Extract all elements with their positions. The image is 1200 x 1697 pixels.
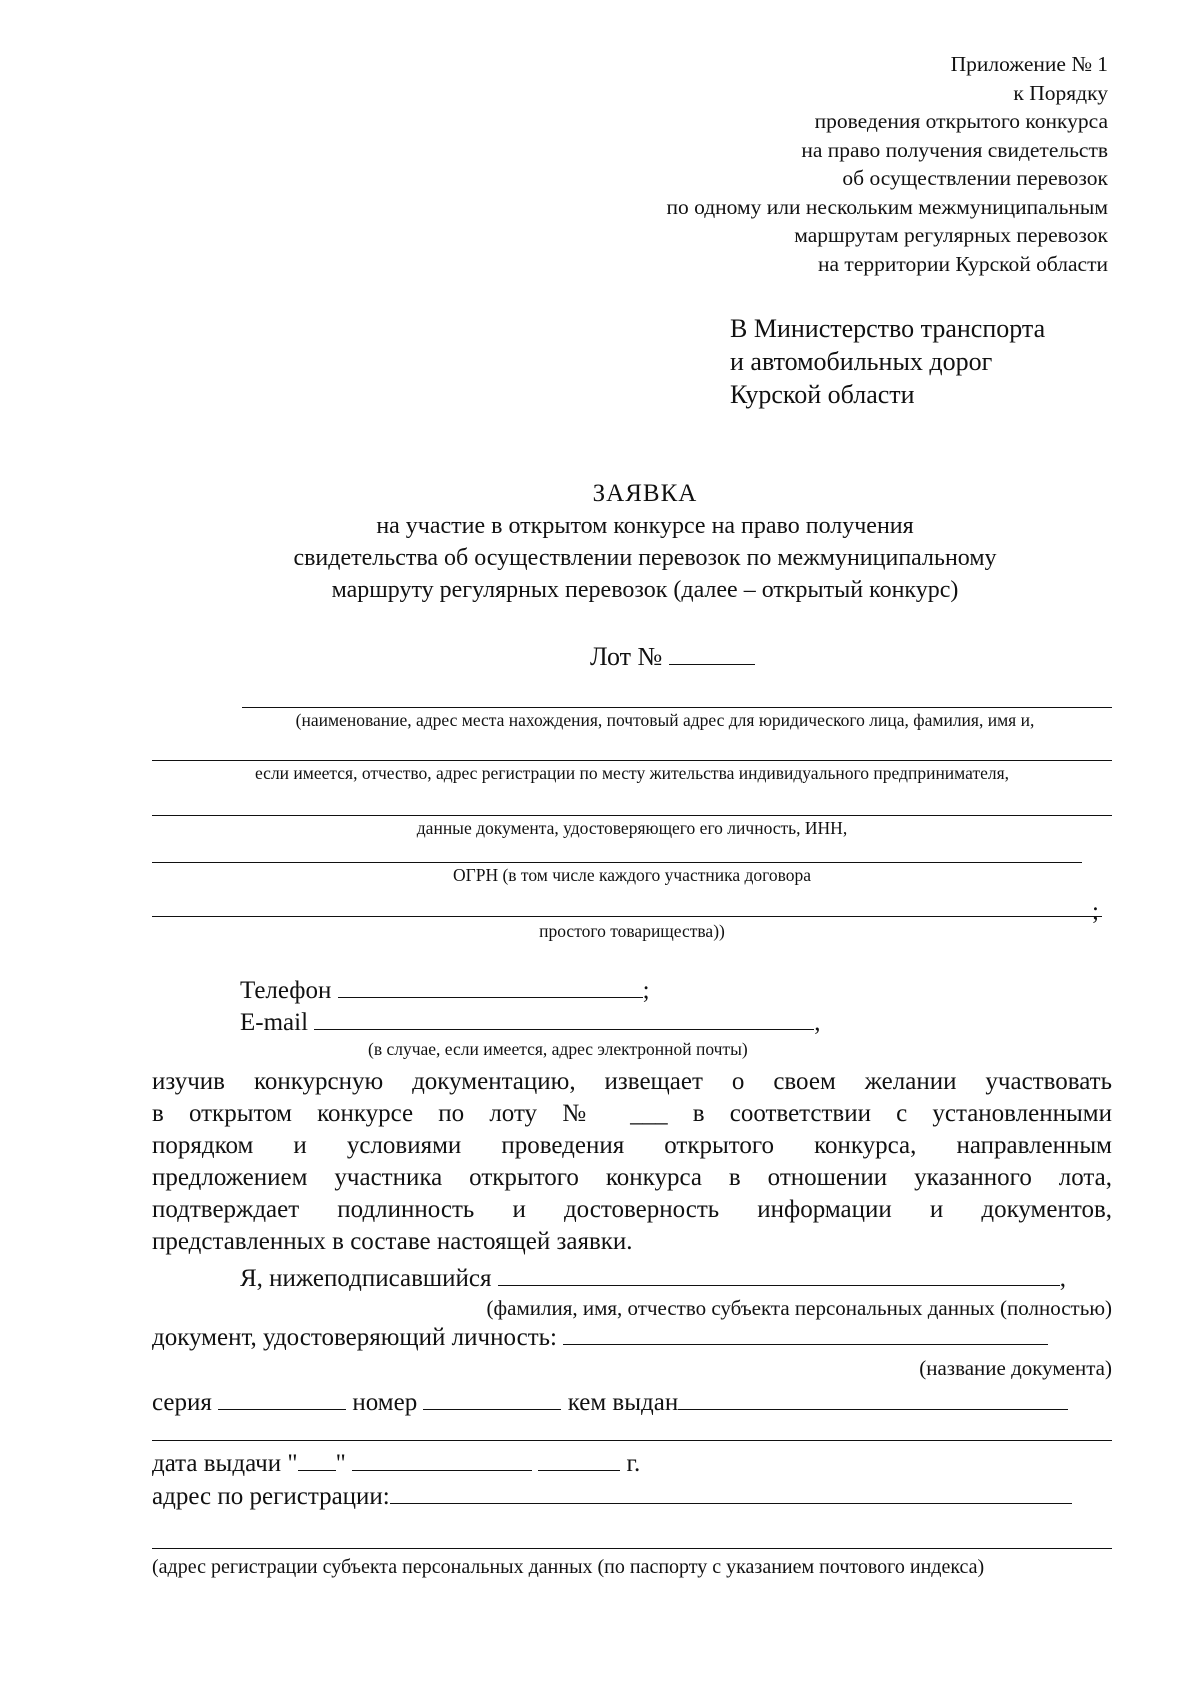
statement-line: в открытом конкурсе по лоту № ___ в соответствии с установленными [152, 1100, 1112, 1127]
issued-by-line-2[interactable] [152, 1440, 1112, 1441]
appendix-line: об осуществлении перевозок [842, 166, 1108, 190]
phone-label: Телефон [240, 977, 332, 1004]
issued-by-input[interactable] [678, 1387, 1068, 1410]
issue-date-quote: " [335, 1450, 346, 1477]
registration-address-label: адрес по регистрации: [152, 1483, 390, 1510]
id-document-caption: (название документа) [919, 1356, 1112, 1380]
undersigned-end: , [1059, 1265, 1067, 1292]
year-suffix: г. [626, 1450, 641, 1477]
appendix-line: на право получения свидетельств [801, 137, 1108, 162]
appendix-line: к Порядку [1013, 80, 1108, 105]
title-line: свидетельства об осуществлении перевозок по межмуниципальному [293, 545, 997, 571]
id-document-input[interactable] [563, 1322, 1048, 1345]
lot-number-input[interactable] [669, 642, 755, 665]
passport-details-row [152, 1387, 1068, 1417]
statement-line: порядком и условиями проведения открытого конкурса, направленным [152, 1132, 1112, 1159]
title-line: на участие в открытом конкурсе на право получения [376, 513, 914, 539]
statement-line: подтверждает подлинность и достоверность информации и документов, [152, 1196, 1112, 1223]
statement-line: изучив конкурсную документацию, извещает о своем желании участвовать [152, 1068, 1112, 1095]
title-line: маршруту регулярных перевозок (далее – открытый конкурс) [331, 577, 959, 603]
applicant-caption-5: простого товарищества)) [539, 921, 725, 941]
applicant-caption-4: ОГРН (в том числе каждого участника договора [452, 865, 812, 885]
series-input[interactable] [218, 1387, 346, 1410]
title-main: ЗАЯВКА [592, 480, 698, 507]
appendix-line: проведения открытого конкурса [814, 109, 1108, 133]
appendix-line: маршрутам регулярных перевозок [794, 223, 1108, 247]
id-document-field [152, 1322, 1048, 1352]
appendix-line: Приложение № 1 [950, 52, 1108, 76]
applicant-caption-3: данные документа, удостоверяющего его личность, ИНН, [416, 818, 848, 838]
email-end: , [814, 1009, 821, 1036]
appendix-header [666, 50, 1108, 278]
undersigned-input[interactable] [498, 1263, 1060, 1286]
lot-label: Лот № [590, 642, 663, 671]
registration-address-caption [152, 1552, 1114, 1582]
issue-date-label: дата выдачи " [152, 1450, 298, 1477]
undersigned-field [240, 1263, 1066, 1293]
number-input[interactable] [423, 1387, 561, 1410]
registration-address-caption-text: (адрес регистрации субъекта персональных данных (по паспорту с указанием почтового индекса) [152, 1556, 985, 1578]
applicant-line-4[interactable] [152, 862, 1082, 863]
applicant-line-3[interactable] [152, 815, 1112, 816]
addressee-line: Курской области [730, 380, 915, 409]
registration-address-line-2[interactable] [152, 1548, 1112, 1549]
issue-month-input[interactable] [352, 1448, 532, 1471]
issue-day-input[interactable] [298, 1448, 336, 1471]
statement-line: представленных в составе настоящей заявки. [152, 1228, 633, 1255]
phone-input[interactable] [338, 975, 643, 998]
phone-field [240, 975, 650, 1005]
applicant-line-1[interactable] [242, 707, 1112, 708]
series-label: серия [152, 1389, 212, 1416]
appendix-line: на территории Курской области [818, 251, 1108, 276]
registration-address-field [152, 1481, 1072, 1511]
addressee-block [730, 312, 1045, 411]
issue-date-row [152, 1448, 640, 1478]
email-label: E-mail [240, 1009, 309, 1036]
applicant-line-end: ; [1092, 898, 1099, 925]
email-input[interactable] [314, 1007, 814, 1030]
statement-line: предложением участника открытого конкурса в отношении указанного лота, [152, 1164, 1112, 1191]
registration-address-input[interactable] [390, 1481, 1072, 1504]
applicant-line-2[interactable] [152, 760, 1112, 761]
email-caption: (в случае, если имеется, адрес электронной почты) [368, 1039, 748, 1059]
lot-field [590, 642, 755, 672]
appendix-line: по одному или нескольким межмуниципальным [666, 194, 1108, 219]
applicant-line-5[interactable] [152, 916, 1102, 917]
email-field [240, 1007, 821, 1037]
addressee-line: и автомобильных дорог [730, 347, 993, 376]
applicant-caption-1: (наименование, адрес места нахождения, почтовый адрес для юридического лица, фамилия, имя и, [295, 710, 1035, 730]
issue-year-input[interactable] [538, 1448, 620, 1471]
undersigned-caption: (фамилия, имя, отчество субъекта персональных данных (полностью) [486, 1296, 1112, 1320]
applicant-caption-2: если имеется, отчество, адрес регистрации по месту жительства индивидуального предпринимателя, [254, 763, 1010, 783]
undersigned-label: Я, нижеподписавшийся [240, 1265, 492, 1292]
id-document-label: документ, удостоверяющий личность: [152, 1324, 557, 1351]
phone-end: ; [642, 977, 650, 1004]
document-title [0, 478, 1200, 606]
issued-by-label: кем выдан [567, 1389, 679, 1416]
addressee-line: В Министерство транспорта [730, 314, 1046, 343]
number-label: номер [352, 1389, 418, 1416]
statement-paragraph [152, 1066, 1112, 1258]
